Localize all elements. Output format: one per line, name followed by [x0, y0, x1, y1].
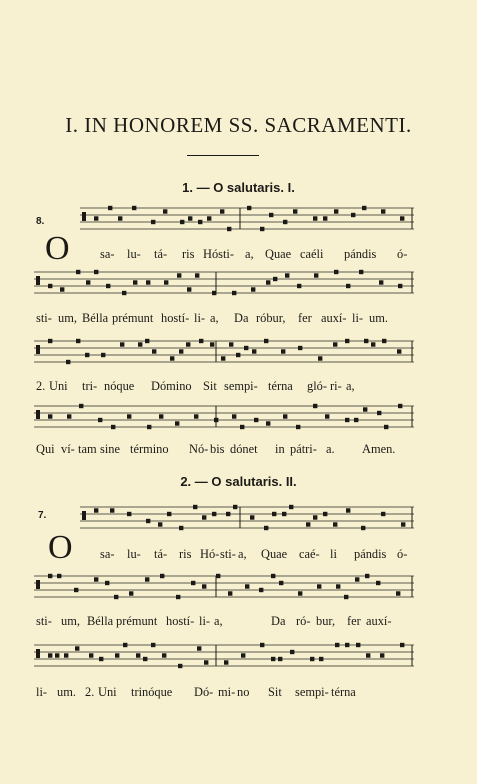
lyric-syllable: Qui — [36, 442, 55, 456]
lyric-syllable: prémunt — [112, 311, 154, 325]
neume — [381, 209, 385, 213]
lyric-syllable: a, — [238, 547, 247, 561]
neume — [245, 584, 249, 588]
lyric-syllable: ó- — [397, 247, 408, 261]
neume — [346, 284, 350, 288]
lyric-syllable: 2. — [36, 379, 46, 393]
neume — [313, 515, 317, 519]
neume — [396, 591, 400, 595]
neume — [359, 270, 363, 274]
neume — [250, 515, 254, 519]
page-title: I. IN HONOREM SS. SACRAMENTI. — [65, 113, 412, 137]
music-staff — [34, 571, 414, 605]
neume — [269, 213, 273, 217]
lyric-syllable: sti- — [220, 547, 236, 561]
neume — [152, 349, 156, 353]
neume — [296, 425, 300, 429]
neume — [99, 657, 103, 661]
neume — [136, 653, 140, 657]
neume — [356, 643, 360, 647]
lyric-syllable: ris — [179, 547, 192, 561]
staff-lines — [34, 336, 414, 370]
lyric-syllable: hostí- — [166, 614, 195, 628]
initial-letter: O — [45, 230, 70, 267]
neume — [199, 339, 203, 343]
neume — [323, 216, 327, 220]
neume — [94, 508, 98, 512]
neume — [207, 216, 211, 220]
neume — [105, 581, 109, 585]
lyric-syllable: sempi- — [224, 379, 258, 393]
neume — [266, 421, 270, 425]
lyric-syllable: trinóque — [131, 685, 173, 699]
neume — [179, 526, 183, 530]
neume — [346, 508, 350, 512]
chant-heading: 1. — O salutaris. I. — [182, 180, 295, 195]
lyric-syllable: um. — [369, 311, 388, 325]
neume — [194, 414, 198, 418]
neume — [151, 220, 155, 224]
neume — [297, 284, 301, 288]
neume — [298, 591, 302, 595]
lyric-syllable: caé- — [299, 547, 320, 561]
neume — [180, 220, 184, 224]
lyric-syllable: 2. — [85, 685, 95, 699]
neume — [146, 280, 150, 284]
neume — [260, 643, 264, 647]
neume — [310, 657, 314, 661]
neume — [247, 206, 251, 210]
neume — [94, 216, 98, 220]
lyric-syllable: um, — [58, 311, 77, 325]
neume — [60, 287, 64, 291]
neume — [123, 643, 127, 647]
neume — [133, 280, 137, 284]
lyric-syllable: lu- — [127, 547, 141, 561]
neume — [66, 360, 70, 364]
lyric-syllable: Sit — [268, 685, 282, 699]
neume — [86, 280, 90, 284]
neume — [48, 574, 52, 578]
neume — [178, 664, 182, 668]
neume — [127, 512, 131, 516]
lyric-syllable: ó- — [397, 547, 408, 561]
neume — [354, 418, 358, 422]
neume — [313, 216, 317, 220]
lyric-syllable: mi- — [218, 685, 236, 699]
neume — [384, 425, 388, 429]
music-staff — [34, 640, 414, 674]
neume — [85, 353, 89, 357]
lyric-syllable: a, — [214, 614, 223, 628]
lyric-syllable: sempi- — [295, 685, 329, 699]
neume — [48, 414, 52, 418]
neume — [345, 643, 349, 647]
neume — [264, 339, 268, 343]
neume — [236, 353, 240, 357]
neume — [290, 650, 294, 654]
mode-number: 7. — [38, 510, 47, 521]
neume — [94, 270, 98, 274]
music-staff — [80, 502, 414, 536]
neume — [151, 643, 155, 647]
neume — [94, 577, 98, 581]
neume — [55, 653, 59, 657]
neume — [187, 287, 191, 291]
mode-number: 8. — [36, 216, 45, 227]
neume — [382, 339, 386, 343]
neume — [98, 418, 102, 422]
neume — [355, 577, 359, 581]
neume — [224, 660, 228, 664]
neume — [193, 505, 197, 509]
neume — [48, 653, 52, 657]
neume — [282, 512, 286, 516]
neume — [333, 342, 337, 346]
neume — [371, 342, 375, 346]
neume — [336, 584, 340, 588]
neume — [162, 653, 166, 657]
neume — [380, 653, 384, 657]
neume — [110, 508, 114, 512]
neume — [398, 284, 402, 288]
neume — [260, 227, 264, 231]
lyric-syllable: Hósti- — [203, 247, 234, 261]
neume — [160, 574, 164, 578]
lyric-syllable: hostí- — [161, 311, 190, 325]
neume — [298, 346, 302, 350]
neume — [118, 216, 122, 220]
neume — [345, 339, 349, 343]
initial-letter: O — [48, 529, 73, 566]
neume — [159, 414, 163, 418]
neume — [195, 273, 199, 277]
neume — [377, 411, 381, 415]
lyric-syllable: Uni — [49, 379, 68, 393]
neume — [259, 588, 263, 592]
lyric-syllable: bur, — [316, 614, 336, 628]
neume — [345, 418, 349, 422]
neume — [143, 657, 147, 661]
staff-lines — [34, 571, 414, 605]
neume — [325, 414, 329, 418]
neume — [170, 356, 174, 360]
music-staff — [34, 267, 414, 301]
lyric-syllable: um, — [61, 614, 80, 628]
lyric-syllable: li- — [194, 311, 206, 325]
neume — [376, 581, 380, 585]
lyric-syllable: Sit — [203, 379, 217, 393]
neume — [228, 591, 232, 595]
neume — [64, 653, 68, 657]
neume — [75, 646, 79, 650]
lyric-syllable: Béllа — [82, 311, 109, 325]
lyric-syllable: sti- — [36, 311, 52, 325]
neume — [176, 595, 180, 599]
lyric-syllable: ri- — [330, 379, 342, 393]
neume — [186, 342, 190, 346]
neume — [132, 206, 136, 210]
lyric-syllable: Amen. — [362, 442, 396, 456]
staff-lines — [34, 640, 414, 674]
neume — [74, 588, 78, 592]
neume — [210, 342, 214, 346]
lyric-syllable: térna — [268, 379, 293, 393]
neume — [289, 505, 293, 509]
neume — [111, 425, 115, 429]
neume — [400, 643, 404, 647]
neume — [334, 270, 338, 274]
staff-lines — [80, 203, 414, 237]
neume — [323, 512, 327, 516]
neume — [145, 577, 149, 581]
lyric-syllable: bis — [210, 442, 225, 456]
neume — [127, 414, 131, 418]
neume — [273, 277, 277, 281]
lyric-syllable: róbur, — [256, 311, 286, 325]
neume — [317, 584, 321, 588]
neume — [233, 505, 237, 509]
lyric-syllable: lu- — [127, 247, 141, 261]
neume — [365, 574, 369, 578]
neume — [202, 515, 206, 519]
neume — [398, 404, 402, 408]
neume — [229, 342, 233, 346]
neume — [163, 209, 167, 213]
lyric-syllable: in — [275, 442, 285, 456]
neume — [333, 522, 337, 526]
neume — [120, 342, 124, 346]
neume — [167, 512, 171, 516]
lyric-syllable: ró- — [296, 614, 311, 628]
neume — [334, 209, 338, 213]
neume — [351, 213, 355, 217]
neume — [232, 291, 236, 295]
neume — [344, 595, 348, 599]
lyric-syllable: a, — [245, 247, 254, 261]
neume — [266, 280, 270, 284]
neume — [319, 657, 323, 661]
neume — [283, 220, 287, 224]
lyric-syllable: no — [237, 685, 250, 699]
neume — [108, 206, 112, 210]
lyric-syllable: pándis — [344, 247, 377, 261]
neume — [158, 522, 162, 526]
neume — [313, 404, 317, 408]
lyric-syllable: auxí- — [321, 311, 347, 325]
neume — [293, 209, 297, 213]
lyric-syllable: pátri- — [290, 442, 317, 456]
lyric-syllable: dónet — [230, 442, 258, 456]
lyric-syllable: Nó- — [189, 442, 209, 456]
title-rule — [187, 155, 259, 156]
lyric-syllable: término — [130, 442, 169, 456]
neume — [138, 342, 142, 346]
lyric-syllable: ví- — [61, 442, 75, 456]
neume — [364, 339, 368, 343]
lyric-syllable: tá- — [154, 247, 168, 261]
lyric-syllable: nóque — [104, 379, 135, 393]
neume — [145, 339, 149, 343]
lyric-syllable: sa- — [100, 547, 115, 561]
neume — [271, 657, 275, 661]
neume — [204, 660, 208, 664]
lyric-syllable: tam — [78, 442, 97, 456]
lyric-syllable: Hó- — [200, 547, 220, 561]
music-staff — [34, 336, 414, 370]
neume — [179, 349, 183, 353]
lyric-syllable: tá- — [154, 547, 168, 561]
neume — [48, 339, 52, 343]
lyric-syllable: li — [330, 547, 337, 561]
neume — [278, 657, 282, 661]
neume — [115, 653, 119, 657]
neume — [216, 574, 220, 578]
chant-heading: 2. — O salutaris. II. — [180, 474, 297, 489]
neume — [361, 526, 365, 530]
neume — [254, 418, 258, 422]
neume — [401, 522, 405, 526]
lyric-syllable: pándis — [354, 547, 387, 561]
lyric-syllable: li- — [36, 685, 48, 699]
lyric-syllable: sine — [100, 442, 120, 456]
neume — [48, 284, 52, 288]
lyric-syllable: a. — [326, 442, 335, 456]
neume — [114, 595, 118, 599]
neume — [188, 216, 192, 220]
staff-lines — [80, 502, 414, 536]
neume — [177, 273, 181, 277]
neume — [227, 227, 231, 231]
neume — [335, 643, 339, 647]
lyric-syllable: fer — [298, 311, 312, 325]
neume — [175, 421, 179, 425]
neume — [57, 574, 61, 578]
neume — [362, 206, 366, 210]
neume — [318, 356, 322, 360]
staff-lines — [34, 267, 414, 301]
lyric-syllable: li- — [352, 311, 364, 325]
neume — [106, 284, 110, 288]
neume — [366, 653, 370, 657]
neume — [232, 414, 236, 418]
neume — [281, 349, 285, 353]
staff-lines — [34, 401, 414, 435]
neume — [264, 526, 268, 530]
neume — [226, 512, 230, 516]
neume — [212, 512, 216, 516]
lyric-syllable: Dó- — [194, 685, 214, 699]
neume — [191, 581, 195, 585]
neume — [314, 273, 318, 277]
neume — [197, 646, 201, 650]
neume — [202, 584, 206, 588]
lyric-syllable: prémunt — [116, 614, 158, 628]
neume — [89, 653, 93, 657]
lyric-syllable: sti- — [36, 614, 52, 628]
lyric-syllable: Quae — [265, 247, 292, 261]
lyric-syllable: Da — [234, 311, 249, 325]
lyric-syllable: caéli — [300, 247, 324, 261]
neume — [76, 339, 80, 343]
lyric-syllable: tri- — [82, 379, 98, 393]
neume — [252, 349, 256, 353]
lyric-syllable: Béllа — [87, 614, 114, 628]
neume — [221, 356, 225, 360]
neume — [147, 425, 151, 429]
neume — [241, 653, 245, 657]
lyric-syllable: a, — [346, 379, 355, 393]
lyric-syllable: um. — [57, 685, 76, 699]
neume — [244, 346, 248, 350]
neume — [129, 591, 133, 595]
lyric-syllable: Dómino — [151, 379, 192, 393]
neume — [101, 353, 105, 357]
neume — [146, 519, 150, 523]
neume — [381, 512, 385, 516]
lyric-syllable: Uni — [98, 685, 117, 699]
neume — [272, 512, 276, 516]
lyric-syllable: fer — [347, 614, 361, 628]
neume — [306, 522, 310, 526]
lyric-syllable: Da — [271, 614, 286, 628]
lyric-syllable: Quae — [261, 547, 288, 561]
music-staff — [80, 203, 414, 237]
neume — [279, 581, 283, 585]
neume — [271, 574, 275, 578]
lyric-syllable: auxí- — [366, 614, 392, 628]
neume — [79, 404, 83, 408]
neume — [76, 270, 80, 274]
lyric-syllable: ris — [182, 247, 195, 261]
neume — [251, 287, 255, 291]
music-staff — [34, 401, 414, 435]
neume — [220, 209, 224, 213]
lyric-syllable: sa- — [100, 247, 115, 261]
neume — [400, 216, 404, 220]
neume — [67, 414, 71, 418]
lyric-syllable: a, — [210, 311, 219, 325]
neume — [285, 273, 289, 277]
neume — [122, 291, 126, 295]
neume — [363, 407, 367, 411]
lyric-syllable: gló- — [307, 379, 327, 393]
neume — [198, 220, 202, 224]
neume — [379, 280, 383, 284]
lyric-syllable: li- — [199, 614, 211, 628]
neume — [240, 425, 244, 429]
lyric-syllable: térna — [331, 685, 356, 699]
neume — [164, 280, 168, 284]
neume — [397, 349, 401, 353]
neume — [283, 414, 287, 418]
